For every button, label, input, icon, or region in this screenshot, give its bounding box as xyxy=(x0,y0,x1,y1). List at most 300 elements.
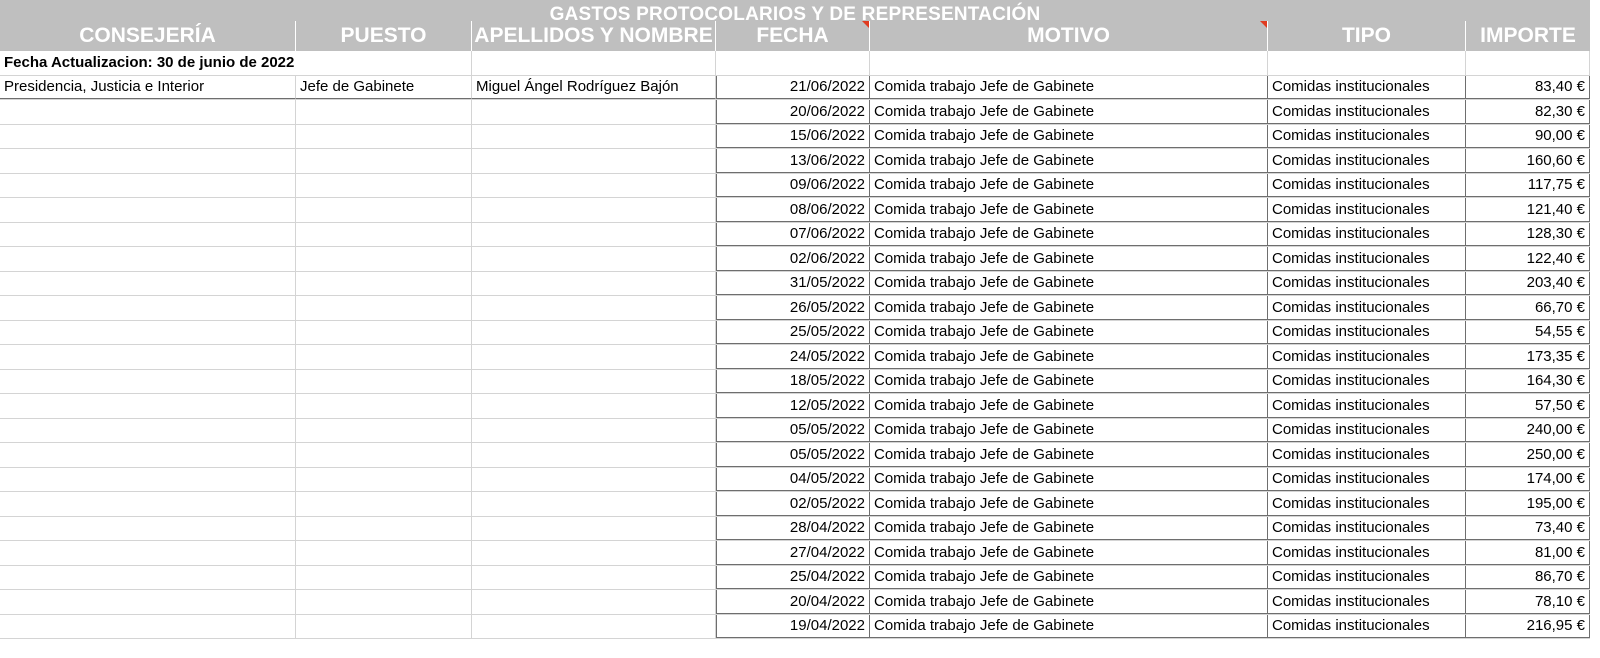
cell-consejeria[interactable] xyxy=(0,198,296,222)
cell-tipo-text: Comidas institucionales xyxy=(1272,372,1430,390)
table-row xyxy=(0,296,1590,321)
cell-fecha[interactable] xyxy=(716,174,870,198)
cell-tipo-text: Comidas institucionales xyxy=(1272,274,1430,292)
table-row xyxy=(0,223,1590,248)
header-apellidos-label: APELLIDOS Y NOMBRE xyxy=(474,24,713,47)
cell-motivo-text: Comida trabajo Jefe de Gabinete xyxy=(874,127,1095,145)
table-row xyxy=(0,76,1590,101)
cell-fecha[interactable] xyxy=(716,541,870,565)
header-puesto-label: PUESTO xyxy=(340,24,427,47)
cell-importe[interactable] xyxy=(1466,125,1590,149)
cell-fecha[interactable] xyxy=(716,394,870,418)
header-fecha[interactable] xyxy=(716,21,870,51)
cell-fecha-text: 15/06/2022 xyxy=(789,127,865,145)
cell-motivo-text: Comida trabajo Jefe de Gabinete xyxy=(874,249,1095,267)
cell-tipo-text: Comidas institucionales xyxy=(1272,347,1430,365)
cell-tipo[interactable] xyxy=(1268,419,1466,443)
table-body xyxy=(0,51,1590,639)
table-row xyxy=(0,125,1590,150)
table-row xyxy=(0,345,1590,370)
header-tipo-label: TIPO xyxy=(1341,24,1391,47)
cell-consejeria[interactable] xyxy=(0,272,296,296)
cell-fecha[interactable] xyxy=(716,76,870,100)
cell-tipo[interactable] xyxy=(1268,174,1466,198)
cell-apellidos[interactable] xyxy=(472,125,716,149)
cell-fecha[interactable] xyxy=(716,296,870,320)
header-tipo[interactable] xyxy=(1268,21,1466,51)
cell-importe[interactable] xyxy=(1466,517,1590,541)
cell-motivo-text: Comida trabajo Jefe de Gabinete xyxy=(874,298,1095,316)
cell-motivo[interactable] xyxy=(870,615,1268,639)
table-row xyxy=(0,198,1590,223)
table-row xyxy=(0,370,1590,395)
cell-tipo-text: Comidas institucionales xyxy=(1272,470,1430,488)
cell-tipo[interactable] xyxy=(1268,590,1466,614)
cell-tipo[interactable] xyxy=(1268,223,1466,247)
cell-importe-text: 83,40 € xyxy=(1534,78,1585,96)
cell-tipo-text: Comidas institucionales xyxy=(1272,519,1430,537)
cell-tipo[interactable] xyxy=(1268,394,1466,418)
table-row xyxy=(0,492,1590,517)
cell-tipo[interactable] xyxy=(1268,492,1466,516)
cell-puesto[interactable] xyxy=(296,296,472,320)
cell-puesto[interactable] xyxy=(296,615,472,639)
cell-importe[interactable] xyxy=(1466,419,1590,443)
cell-motivo[interactable] xyxy=(870,370,1268,394)
cell-tipo[interactable] xyxy=(1268,198,1466,222)
cell-puesto-text: Jefe de Gabinete xyxy=(300,78,415,96)
cell-apellidos[interactable] xyxy=(472,443,716,467)
cell-apellidos[interactable] xyxy=(472,517,716,541)
cell-importe-text: 81,00 € xyxy=(1534,543,1585,561)
cell-fecha-text: 04/05/2022 xyxy=(789,470,865,488)
cell-motivo-text: Comida trabajo Jefe de Gabinete xyxy=(874,176,1095,194)
cell-motivo[interactable] xyxy=(870,468,1268,492)
table-row xyxy=(0,443,1590,468)
sheet-title-bar xyxy=(0,0,1590,21)
cell-puesto[interactable] xyxy=(296,223,472,247)
cell-importe[interactable] xyxy=(1466,321,1590,345)
cell-motivo-text: Comida trabajo Jefe de Gabinete xyxy=(874,323,1095,341)
empty-cell[interactable] xyxy=(472,51,716,75)
table-row xyxy=(0,566,1590,591)
cell-fecha-text: 26/05/2022 xyxy=(789,298,865,316)
cell-motivo[interactable] xyxy=(870,272,1268,296)
cell-fecha[interactable] xyxy=(716,149,870,173)
cell-puesto[interactable] xyxy=(296,394,472,418)
cell-motivo[interactable] xyxy=(870,247,1268,271)
cell-consejeria[interactable] xyxy=(0,590,296,614)
cell-apellidos[interactable] xyxy=(472,615,716,639)
cell-fecha[interactable] xyxy=(716,223,870,247)
cell-consejeria[interactable] xyxy=(0,541,296,565)
cell-puesto[interactable] xyxy=(296,247,472,271)
cell-importe-text: 54,55 € xyxy=(1534,323,1585,341)
cell-puesto[interactable] xyxy=(296,321,472,345)
cell-motivo-text: Comida trabajo Jefe de Gabinete xyxy=(874,225,1095,243)
cell-consejeria[interactable] xyxy=(0,394,296,418)
cell-apellidos[interactable] xyxy=(472,247,716,271)
cell-tipo[interactable] xyxy=(1268,272,1466,296)
cell-tipo-text: Comidas institucionales xyxy=(1272,78,1430,96)
cell-motivo[interactable] xyxy=(870,566,1268,590)
cell-importe-text: 73,40 € xyxy=(1534,519,1585,537)
cell-motivo-text: Comida trabajo Jefe de Gabinete xyxy=(874,396,1095,414)
cell-apellidos[interactable] xyxy=(472,149,716,173)
cell-tipo-text: Comidas institucionales xyxy=(1272,249,1430,267)
cell-importe[interactable] xyxy=(1466,296,1590,320)
cell-motivo[interactable] xyxy=(870,541,1268,565)
cell-consejeria[interactable] xyxy=(0,321,296,345)
cell-consejeria[interactable] xyxy=(0,468,296,492)
cell-motivo-text: Comida trabajo Jefe de Gabinete xyxy=(874,568,1095,586)
cell-tipo-text: Comidas institucionales xyxy=(1272,592,1430,610)
cell-motivo[interactable] xyxy=(870,443,1268,467)
cell-importe-text: 66,70 € xyxy=(1534,298,1585,316)
update-note-row xyxy=(0,51,1590,76)
cell-fecha[interactable] xyxy=(716,345,870,369)
cell-apellidos[interactable] xyxy=(472,100,716,124)
cell-consejeria[interactable] xyxy=(0,370,296,394)
cell-importe-text: 78,10 € xyxy=(1534,592,1585,610)
cell-motivo-text: Comida trabajo Jefe de Gabinete xyxy=(874,200,1095,218)
cell-importe[interactable] xyxy=(1466,615,1590,639)
cell-fecha[interactable] xyxy=(716,443,870,467)
cell-importe[interactable] xyxy=(1466,345,1590,369)
cell-importe-text: 195,00 € xyxy=(1526,494,1585,512)
update-note-cell[interactable] xyxy=(0,51,472,75)
cell-motivo[interactable] xyxy=(870,419,1268,443)
cell-motivo[interactable] xyxy=(870,296,1268,320)
cell-importe-text: 121,40 € xyxy=(1526,200,1585,218)
cell-tipo[interactable] xyxy=(1268,566,1466,590)
cell-tipo-text: Comidas institucionales xyxy=(1272,568,1430,586)
cell-puesto[interactable] xyxy=(296,590,472,614)
cell-tipo-text: Comidas institucionales xyxy=(1272,225,1430,243)
cell-fecha-text: 12/05/2022 xyxy=(789,396,865,414)
cell-importe[interactable] xyxy=(1466,566,1590,590)
cell-motivo[interactable] xyxy=(870,394,1268,418)
cell-puesto[interactable] xyxy=(296,125,472,149)
cell-motivo[interactable] xyxy=(870,590,1268,614)
header-motivo[interactable] xyxy=(870,21,1268,51)
cell-fecha-text: 21/06/2022 xyxy=(789,78,865,96)
cell-puesto[interactable] xyxy=(296,76,472,100)
empty-cell[interactable] xyxy=(1466,51,1590,75)
cell-consejeria-text: Presidencia, Justicia e Interior xyxy=(4,78,205,96)
cell-motivo-text: Comida trabajo Jefe de Gabinete xyxy=(874,151,1095,169)
cell-consejeria[interactable] xyxy=(0,296,296,320)
header-fecha-label: FECHA xyxy=(756,24,829,47)
cell-motivo[interactable] xyxy=(870,125,1268,149)
cell-fecha-text: 05/05/2022 xyxy=(789,445,865,463)
cell-importe-text: 86,70 € xyxy=(1534,568,1585,586)
cell-puesto[interactable] xyxy=(296,541,472,565)
cell-consejeria[interactable] xyxy=(0,443,296,467)
cell-fecha[interactable] xyxy=(716,492,870,516)
table-row xyxy=(0,419,1590,444)
cell-consejeria[interactable] xyxy=(0,125,296,149)
cell-importe[interactable] xyxy=(1466,468,1590,492)
cell-fecha-text: 07/06/2022 xyxy=(789,225,865,243)
cell-apellidos[interactable] xyxy=(472,590,716,614)
cell-tipo[interactable] xyxy=(1268,100,1466,124)
header-importe-label: IMPORTE xyxy=(1480,24,1576,47)
cell-fecha[interactable] xyxy=(716,321,870,345)
cell-motivo-text: Comida trabajo Jefe de Gabinete xyxy=(874,617,1095,635)
cell-puesto[interactable] xyxy=(296,174,472,198)
cell-puesto[interactable] xyxy=(296,198,472,222)
cell-tipo[interactable] xyxy=(1268,370,1466,394)
cell-tipo-text: Comidas institucionales xyxy=(1272,176,1430,194)
cell-fecha-text: 13/06/2022 xyxy=(789,151,865,169)
cell-fecha[interactable] xyxy=(716,272,870,296)
header-consejeria-label: CONSEJERÍA xyxy=(79,24,216,47)
cell-motivo-text: Comida trabajo Jefe de Gabinete xyxy=(874,274,1095,292)
cell-motivo-text: Comida trabajo Jefe de Gabinete xyxy=(874,592,1095,610)
header-puesto[interactable] xyxy=(296,21,472,51)
cell-puesto[interactable] xyxy=(296,272,472,296)
cell-fecha-text: 25/05/2022 xyxy=(789,323,865,341)
cell-importe[interactable] xyxy=(1466,541,1590,565)
cell-tipo-text: Comidas institucionales xyxy=(1272,445,1430,463)
cell-importe[interactable] xyxy=(1466,492,1590,516)
cell-consejeria[interactable] xyxy=(0,149,296,173)
cell-motivo-text: Comida trabajo Jefe de Gabinete xyxy=(874,347,1095,365)
cell-fecha-text: 28/04/2022 xyxy=(789,519,865,537)
cell-apellidos[interactable] xyxy=(472,394,716,418)
cell-importe-text: 117,75 € xyxy=(1527,176,1585,194)
column-header-row xyxy=(0,21,1590,51)
cell-apellidos[interactable] xyxy=(472,370,716,394)
cell-tipo-text: Comidas institucionales xyxy=(1272,421,1430,439)
cell-fecha[interactable] xyxy=(716,419,870,443)
table-row xyxy=(0,149,1590,174)
cell-tipo[interactable] xyxy=(1268,125,1466,149)
cell-importe[interactable] xyxy=(1466,370,1590,394)
cell-fecha-text: 31/05/2022 xyxy=(789,274,865,292)
cell-importe-text: 240,00 € xyxy=(1526,421,1585,439)
cell-motivo[interactable] xyxy=(870,198,1268,222)
cell-fecha-text: 18/05/2022 xyxy=(789,372,865,390)
cell-tipo[interactable] xyxy=(1268,321,1466,345)
cell-tipo[interactable] xyxy=(1268,149,1466,173)
cell-consejeria[interactable] xyxy=(0,247,296,271)
cell-tipo-text: Comidas institucionales xyxy=(1272,200,1430,218)
cell-consejeria[interactable] xyxy=(0,419,296,443)
cell-fecha-text: 08/06/2022 xyxy=(789,200,865,218)
cell-fecha-text: 24/05/2022 xyxy=(789,347,865,365)
table-row xyxy=(0,468,1590,493)
cell-fecha-text: 02/06/2022 xyxy=(789,249,865,267)
cell-importe[interactable] xyxy=(1466,272,1590,296)
cell-fecha[interactable] xyxy=(716,100,870,124)
cell-apellidos[interactable] xyxy=(472,566,716,590)
cell-tipo-text: Comidas institucionales xyxy=(1272,298,1430,316)
cell-motivo-text: Comida trabajo Jefe de Gabinete xyxy=(874,445,1095,463)
cell-apellidos[interactable] xyxy=(472,541,716,565)
cell-motivo-text: Comida trabajo Jefe de Gabinete xyxy=(874,421,1095,439)
cell-importe-text: 216,95 € xyxy=(1526,617,1585,635)
cell-consejeria[interactable] xyxy=(0,174,296,198)
cell-tipo[interactable] xyxy=(1268,468,1466,492)
cell-tipo-text: Comidas institucionales xyxy=(1272,102,1430,120)
cell-consejeria[interactable] xyxy=(0,517,296,541)
cell-tipo[interactable] xyxy=(1268,345,1466,369)
header-consejeria[interactable] xyxy=(0,21,296,51)
cell-motivo[interactable] xyxy=(870,76,1268,100)
cell-fecha[interactable] xyxy=(716,198,870,222)
update-note: Fecha Actualizacion: 30 de junio de 2022 xyxy=(4,54,295,72)
cell-apellidos[interactable] xyxy=(472,174,716,198)
header-importe[interactable] xyxy=(1466,21,1590,51)
cell-motivo-text: Comida trabajo Jefe de Gabinete xyxy=(874,78,1095,96)
cell-motivo[interactable] xyxy=(870,517,1268,541)
cell-importe[interactable] xyxy=(1466,198,1590,222)
cell-motivo[interactable] xyxy=(870,345,1268,369)
cell-importe-text: 122,40 € xyxy=(1526,249,1585,267)
cell-motivo-text: Comida trabajo Jefe de Gabinete xyxy=(874,494,1095,512)
cell-tipo[interactable] xyxy=(1268,443,1466,467)
cell-motivo-text: Comida trabajo Jefe de Gabinete xyxy=(874,543,1095,561)
empty-cell[interactable] xyxy=(1268,51,1466,75)
cell-motivo-text: Comida trabajo Jefe de Gabinete xyxy=(874,372,1095,390)
header-apellidos[interactable] xyxy=(472,21,716,51)
cell-importe-text: 250,00 € xyxy=(1526,445,1585,463)
cell-fecha[interactable] xyxy=(716,125,870,149)
cell-importe[interactable] xyxy=(1466,223,1590,247)
cell-consejeria[interactable] xyxy=(0,615,296,639)
cell-fecha[interactable] xyxy=(716,566,870,590)
cell-motivo-text: Comida trabajo Jefe de Gabinete xyxy=(874,470,1095,488)
cell-fecha[interactable] xyxy=(716,517,870,541)
cell-fecha-text: 20/06/2022 xyxy=(789,102,865,120)
cell-puesto[interactable] xyxy=(296,566,472,590)
cell-tipo-text: Comidas institucionales xyxy=(1272,617,1430,635)
cell-importe[interactable] xyxy=(1466,76,1590,100)
cell-apellidos[interactable] xyxy=(472,272,716,296)
empty-cell[interactable] xyxy=(716,51,870,75)
cell-apellidos[interactable] xyxy=(472,419,716,443)
cell-tipo[interactable] xyxy=(1268,615,1466,639)
header-motivo-label: MOTIVO xyxy=(1027,24,1110,47)
cell-importe-text: 174,00 € xyxy=(1526,470,1585,488)
cell-importe-text: 128,30 € xyxy=(1526,225,1585,243)
table-row xyxy=(0,517,1590,542)
cell-puesto[interactable] xyxy=(296,370,472,394)
cell-motivo-text: Comida trabajo Jefe de Gabinete xyxy=(874,102,1095,120)
cell-tipo[interactable] xyxy=(1268,541,1466,565)
cell-fecha-text: 20/04/2022 xyxy=(789,592,865,610)
comment-indicator-icon[interactable] xyxy=(862,21,869,28)
cell-importe-text: 82,30 € xyxy=(1534,102,1585,120)
cell-tipo-text: Comidas institucionales xyxy=(1272,396,1430,414)
cell-puesto[interactable] xyxy=(296,517,472,541)
table-row xyxy=(0,590,1590,615)
cell-puesto[interactable] xyxy=(296,468,472,492)
cell-motivo[interactable] xyxy=(870,149,1268,173)
cell-tipo[interactable] xyxy=(1268,517,1466,541)
table-row xyxy=(0,321,1590,346)
cell-apellidos[interactable] xyxy=(472,492,716,516)
cell-tipo-text: Comidas institucionales xyxy=(1272,151,1430,169)
cell-apellidos[interactable] xyxy=(472,468,716,492)
cell-importe[interactable] xyxy=(1466,100,1590,124)
cell-fecha[interactable] xyxy=(716,590,870,614)
cell-consejeria[interactable] xyxy=(0,345,296,369)
table-row xyxy=(0,100,1590,125)
cell-fecha[interactable] xyxy=(716,468,870,492)
sheet-title[interactable]: GASTOS PROTOCOLARIOS Y DE REPRESENTACIÓN xyxy=(549,4,1041,21)
cell-apellidos[interactable] xyxy=(472,76,716,100)
table-row xyxy=(0,247,1590,272)
cell-apellidos[interactable] xyxy=(472,296,716,320)
cell-puesto[interactable] xyxy=(296,100,472,124)
cell-fecha-text: 02/05/2022 xyxy=(789,494,865,512)
cell-tipo-text: Comidas institucionales xyxy=(1272,494,1430,512)
cell-apellidos[interactable] xyxy=(472,345,716,369)
cell-importe-text: 160,60 € xyxy=(1526,151,1585,169)
cell-puesto[interactable] xyxy=(296,345,472,369)
cell-tipo[interactable] xyxy=(1268,247,1466,271)
cell-motivo[interactable] xyxy=(870,100,1268,124)
cell-motivo[interactable] xyxy=(870,174,1268,198)
cell-fecha[interactable] xyxy=(716,615,870,639)
cell-importe-text: 203,40 € xyxy=(1526,274,1585,292)
cell-importe-text: 173,35 € xyxy=(1526,347,1585,365)
cell-consejeria[interactable] xyxy=(0,223,296,247)
cell-tipo[interactable] xyxy=(1268,76,1466,100)
cell-fecha-text: 27/04/2022 xyxy=(789,543,865,561)
cell-consejeria[interactable] xyxy=(0,492,296,516)
cell-importe-text: 90,00 € xyxy=(1534,127,1585,145)
cell-puesto[interactable] xyxy=(296,443,472,467)
cell-motivo[interactable] xyxy=(870,321,1268,345)
cell-importe-text: 57,50 € xyxy=(1534,396,1585,414)
cell-importe[interactable] xyxy=(1466,247,1590,271)
cell-importe-text: 164,30 € xyxy=(1526,372,1585,390)
table-row xyxy=(0,541,1590,566)
cell-importe[interactable] xyxy=(1466,394,1590,418)
cell-motivo[interactable] xyxy=(870,223,1268,247)
cell-consejeria[interactable] xyxy=(0,76,296,100)
table-row xyxy=(0,174,1590,199)
table-row xyxy=(0,615,1590,640)
cell-importe[interactable] xyxy=(1466,149,1590,173)
cell-fecha[interactable] xyxy=(716,247,870,271)
cell-consejeria[interactable] xyxy=(0,100,296,124)
cell-apellidos[interactable] xyxy=(472,321,716,345)
empty-cell[interactable] xyxy=(870,51,1268,75)
cell-tipo-text: Comidas institucionales xyxy=(1272,127,1430,145)
cell-motivo-text: Comida trabajo Jefe de Gabinete xyxy=(874,519,1095,537)
cell-motivo[interactable] xyxy=(870,492,1268,516)
cell-consejeria[interactable] xyxy=(0,566,296,590)
cell-puesto[interactable] xyxy=(296,149,472,173)
cell-fecha[interactable] xyxy=(716,370,870,394)
table-row xyxy=(0,394,1590,419)
cell-puesto[interactable] xyxy=(296,492,472,516)
cell-apellidos[interactable] xyxy=(472,198,716,222)
cell-importe[interactable] xyxy=(1466,174,1590,198)
cell-importe[interactable] xyxy=(1466,443,1590,467)
cell-apellidos[interactable] xyxy=(472,223,716,247)
cell-fecha-text: 09/06/2022 xyxy=(789,176,865,194)
cell-importe[interactable] xyxy=(1466,590,1590,614)
comment-indicator-icon[interactable] xyxy=(1260,21,1267,28)
cell-puesto[interactable] xyxy=(296,419,472,443)
cell-tipo[interactable] xyxy=(1268,296,1466,320)
